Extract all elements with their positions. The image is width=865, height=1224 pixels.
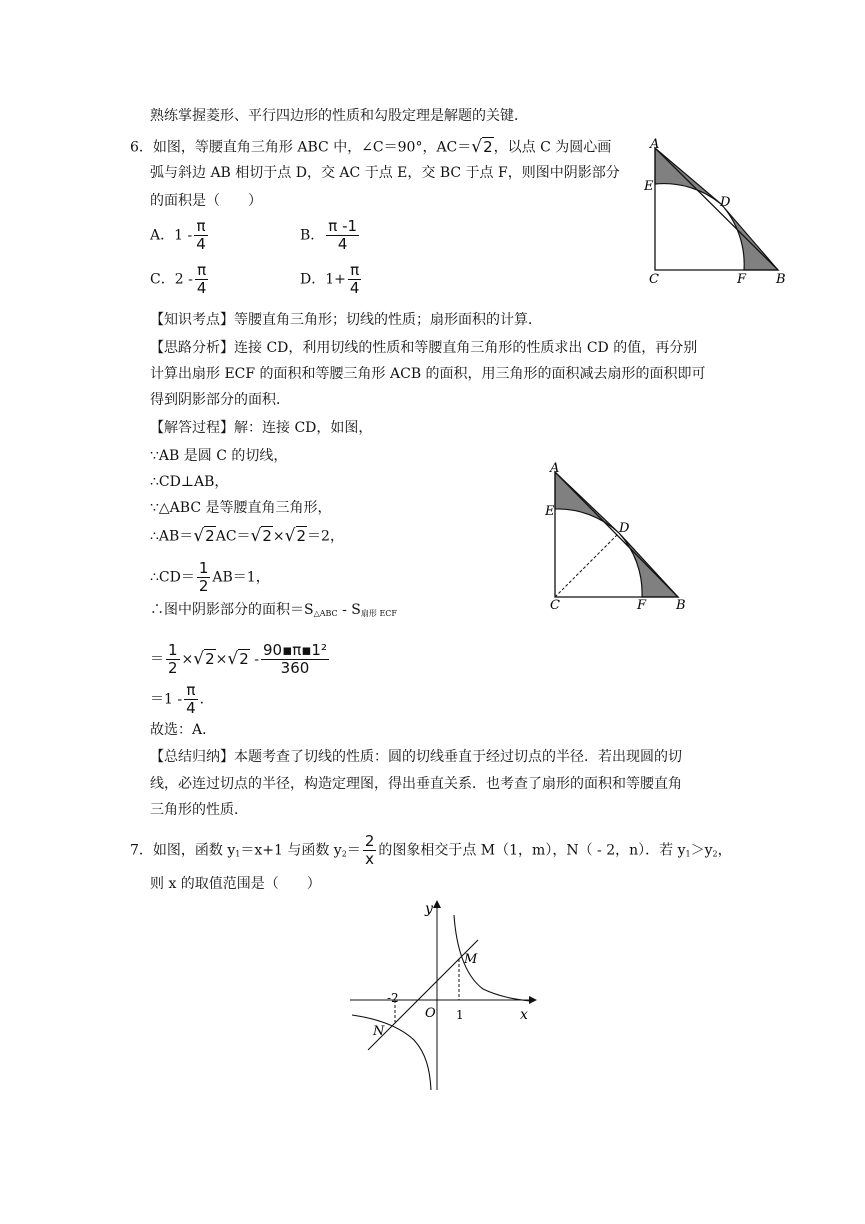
q6-summary-3: 三角形的性质．	[150, 802, 248, 818]
q6-knowledge: 【知识考点】等腰直角三角形；切线的性质；扇形面积的计算．	[150, 312, 542, 328]
q6-summary-2: 线，必连过切点的半径，构造定理图，得出垂直关系．也考查了扇形的面积和等腰直角	[150, 776, 682, 792]
label-d-2: D	[619, 521, 630, 536]
label-y: y	[425, 901, 433, 917]
q7-number: 7．	[130, 842, 153, 859]
q6-options-row2	[150, 262, 450, 297]
line-y1	[368, 940, 478, 1050]
label-neg2: -2	[387, 991, 399, 1005]
q6-number: 6．	[130, 139, 153, 156]
solution-step-3: ∵△ABC 是等腰直角三角形，	[150, 500, 332, 516]
triangle-figure-1	[640, 132, 800, 292]
solution-step-2: ∴CD⊥AB，	[150, 474, 229, 490]
label-e-2: E	[545, 504, 555, 519]
solution-heading: 【解答过程】解：连接 CD，如图，	[150, 420, 373, 436]
intro-line: 熟练掌握菱形、平行四边形的性质和勾股定理是解题的关键．	[150, 108, 528, 124]
label-m: M	[464, 952, 478, 967]
label-f: F	[737, 272, 747, 287]
solution-step-4: ∴AB＝√2AC＝√2×√2＝2，	[150, 526, 344, 546]
solution-choice: 故选：A．	[150, 722, 217, 738]
option-b[interactable]: B． $\frac{\pi -1}{4}$	[300, 217, 358, 253]
option-a[interactable]: A．1 - $\frac{\pi}{4}$	[150, 217, 206, 253]
sqrt-expr: √2	[471, 137, 493, 157]
q6-line3: 的面积是（ ）	[150, 193, 262, 209]
label-a-2: A	[550, 461, 560, 476]
q6-analysis-2: 计算出扇形 ECF 的面积和等腰三角形 ACB 的面积，用三角形的面积减去扇形的面积即可	[150, 366, 706, 382]
label-f-2: F	[637, 598, 647, 613]
dashed-cd-line	[555, 533, 619, 597]
label-e: E	[644, 179, 654, 194]
solution-step-6: ∴图中阴影部分的面积$=S_{\triangle ABC} - S$扇形 ECF	[150, 602, 397, 618]
label-one: 1	[456, 1008, 464, 1022]
label-d: D	[720, 195, 731, 210]
label-n: N	[373, 1024, 385, 1039]
q6-line2: 弧与斜边 AB 相切于点 D，交 AC 于点 E，交 BC 于点 F，则图中阴影部分	[150, 165, 620, 181]
solution-step-1: ∵AB 是圆 C 的切线，	[150, 448, 288, 464]
q6-line1: 6．如图，等腰直角三角形 ABC 中，∠C＝90°，AC＝√2，以点 C 为圆心画	[130, 137, 612, 157]
q7-line2: 则 x 的取值范围是（ ）	[150, 876, 321, 892]
q6-analysis-1: 【思路分析】连接 CD，利用切线的性质和等腰直角三角形的性质求出 CD 的值，再分别	[150, 340, 698, 356]
q7-line1: 7．如图，函数 $y_1=x+1$ 与函数 $y_2=$ $\frac{2}{x}$ 的图象相交于点 M（1，m），N（ - 2，n）．若 $y_1>y_2$，	[130, 832, 732, 868]
q6-analysis-3: 得到阴影部分的面积．	[150, 392, 290, 408]
label-b: B	[776, 272, 786, 287]
option-d[interactable]: D．1+ $\frac{\pi}{4}$	[300, 261, 360, 297]
solution-step-5: ∴CD＝ $\frac{1}{2}$ AB＝1，	[150, 559, 270, 595]
shaded-region-bottom	[721, 204, 778, 270]
triangle-abc	[655, 148, 778, 270]
solution-step-8: ＝1 - $\frac{\pi}{4}$ ．	[150, 681, 214, 717]
label-x: x	[520, 1007, 528, 1023]
triangle-figure-2	[538, 457, 698, 617]
shaded-region-top	[655, 148, 721, 204]
label-c: C	[649, 272, 659, 287]
option-c[interactable]: C．2 - $\frac{\pi}{4}$	[150, 261, 207, 297]
q6-options-row1	[150, 218, 450, 253]
solution-step-7: ＝ $\frac{1}{2}$ ×√2×√2 - $\frac{\text{90▪π▪1²}}{360}$	[150, 641, 327, 677]
label-b-2: B	[676, 598, 686, 613]
q6-summary-1: 【总结归纳】本题考查了切线的性质：圆的切线垂直于经过切点的半径．若出现圆的切	[150, 749, 682, 765]
label-origin: O	[425, 1006, 436, 1021]
function-graph	[340, 895, 540, 1095]
label-a: A	[650, 137, 660, 152]
label-c-2: C	[550, 598, 560, 613]
